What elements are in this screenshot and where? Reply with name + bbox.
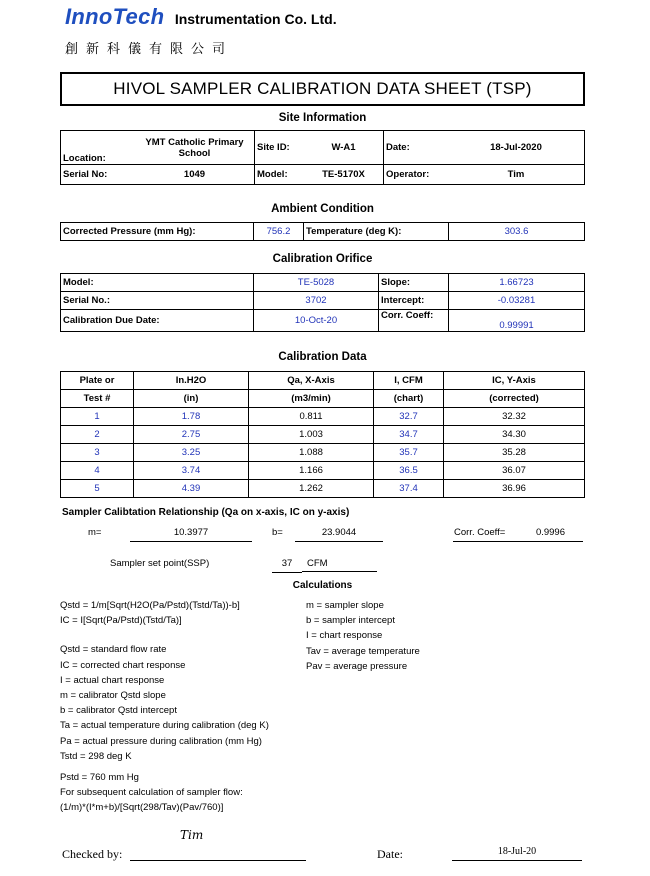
test-number: 1 (61, 408, 134, 426)
site-info-heading: Site Information (278, 112, 367, 124)
orifice-serial-value: 3702 (254, 292, 379, 310)
relationship-heading: Sampler Calibtation Relationship (Qa on x-axis, IC on y-axis) (62, 507, 350, 518)
qa-value: 1.088 (249, 444, 374, 462)
serial-label: Serial No: (61, 165, 136, 185)
orifice-model-value: TE-5028 (254, 274, 379, 292)
calc-line: I = chart response (306, 630, 383, 642)
test-number: 2 (61, 426, 134, 444)
calc-line: b = calibrator Qstd intercept (60, 705, 177, 717)
col-subheader: (m3/min) (249, 390, 374, 408)
b-label: b= (272, 527, 283, 538)
model-label: Model: (255, 165, 305, 185)
calc-line: Pa = actual pressure during calibration (mm Hg) (60, 735, 262, 747)
calc-line: Qstd = standard flow rate (60, 644, 167, 656)
col-subheader: (in) (134, 390, 249, 408)
calc-line: Qstd = 1/m[Sqrt(H2O(Pa/Pstd)(Tstd/Ta))-b] (60, 600, 240, 611)
operator-label: Operator: (384, 165, 449, 185)
site-id-value: W-A1 (304, 131, 384, 165)
due-date-value: 10-Oct-20 (254, 310, 379, 332)
serial-value: 1049 (135, 165, 255, 185)
qa-value: 0.811 (249, 408, 374, 426)
inh2o-value: 1.78 (134, 408, 249, 426)
inh2o-value: 2.75 (134, 426, 249, 444)
table-row (61, 426, 585, 444)
table-row (61, 462, 585, 480)
calc-line: m = calibrator Qstd slope (60, 690, 166, 702)
date-value: 18-Jul-2020 (448, 131, 585, 165)
inh2o-value: 4.39 (134, 480, 249, 498)
company-header (65, 4, 337, 30)
location-value: YMT Catholic Primary School (135, 131, 255, 165)
temperature-value: 303.6 (449, 223, 585, 241)
corr-coeff-value: 0.99991 (449, 310, 585, 332)
company-chinese-name: 創新科儀有限公司 (65, 42, 234, 57)
ic-value: 32.32 (444, 408, 585, 426)
calc-line: Pav = average pressure (306, 660, 408, 672)
col-subheader: (chart) (374, 390, 444, 408)
orifice-heading: Calibration Orifice (272, 253, 373, 265)
ic-value: 36.07 (444, 462, 585, 480)
corr-coeff-label: Corr. Coeff: (379, 310, 449, 332)
b-value: 23.9044 (295, 527, 383, 542)
ssp-label: Sampler set point(SSP) (110, 558, 210, 569)
test-number: 4 (61, 462, 134, 480)
orifice-serial-label: Serial No.: (61, 292, 254, 310)
col-header: I, CFM (374, 372, 444, 390)
site-info-table (60, 130, 585, 185)
col-header: IC, Y-Axis (444, 372, 585, 390)
calc-line: m = sampler slope (306, 600, 384, 611)
qa-value: 1.262 (249, 480, 374, 498)
cfm-value: 36.5 (374, 462, 444, 480)
inh2o-value: 3.74 (134, 462, 249, 480)
model-value: TE-5170X (304, 165, 384, 185)
pressure-value: 756.2 (254, 223, 304, 241)
calc-line (60, 628, 269, 642)
col-header: In.H2O (134, 372, 249, 390)
cfm-value: 35.7 (374, 444, 444, 462)
calc-line: (1/m)*(I*m+b)/[Sqrt(298/Tav)(Pav/760)] (60, 802, 224, 814)
calc-line: For subsequent calculation of sampler flow: (60, 787, 243, 799)
calc-line: I = actual chart response (60, 674, 165, 686)
col-header: Qa, X-Axis (249, 372, 374, 390)
date-label: Date: (384, 131, 449, 165)
calculations-right (306, 598, 420, 674)
table-row (61, 408, 585, 426)
checked-by-label: Checked by: (62, 847, 123, 861)
calculations-heading: Calculations (292, 580, 353, 591)
calc-line: Pstd = 760 mm Hg (60, 772, 139, 784)
corr-value-text: 0.9996 (535, 527, 565, 538)
calc-line: Tstd = 298 deg K (60, 750, 132, 762)
signature: Tim (180, 828, 204, 842)
ic-value: 35.28 (444, 444, 585, 462)
ssp-unit: CFM (302, 558, 377, 572)
company-name: InnoTech (65, 4, 165, 29)
intercept-label: Intercept: (379, 292, 449, 310)
company-suffix: Instrumentation Co. Ltd. (174, 11, 337, 27)
slope-value: 1.66723 (449, 274, 585, 292)
m-label: m= (88, 527, 102, 538)
ic-value: 36.96 (444, 480, 585, 498)
orifice-model-label: Model: (61, 274, 254, 292)
calc-line: IC = corrected chart response (60, 659, 186, 671)
inh2o-value: 3.25 (134, 444, 249, 462)
intercept-value: -0.03281 (449, 292, 585, 310)
table-row (61, 480, 585, 498)
cfm-value: 32.7 (374, 408, 444, 426)
cal-data-heading: Calibration Data (278, 351, 367, 363)
cal-data-table (60, 371, 585, 498)
ic-value: 34.30 (444, 426, 585, 444)
calc-line: Ta = actual temperature during calibration (deg K) (60, 720, 269, 732)
cfm-value: 34.7 (374, 426, 444, 444)
corr-label: Corr. Coeff= (454, 527, 506, 538)
calc-line: b = sampler intercept (306, 615, 395, 627)
test-number: 3 (61, 444, 134, 462)
cfm-value: 37.4 (374, 480, 444, 498)
footer-date-value: 18-Jul-20 (452, 846, 582, 861)
ambient-heading: Ambient Condition (271, 203, 374, 215)
calculations-left (60, 598, 269, 816)
m-value: 10.3977 (130, 527, 252, 542)
site-id-label: Site ID: (255, 131, 305, 165)
ambient-table (60, 222, 585, 241)
col-subheader: (corrected) (444, 390, 585, 408)
col-header: Plate or (61, 372, 134, 390)
qa-value: 1.003 (249, 426, 374, 444)
col-subheader: Test # (61, 390, 134, 408)
calc-line: IC = I[Sqrt(Pa/Pstd)(Tstd/Ta)] (60, 615, 182, 627)
calc-line: Tav = average temperature (306, 645, 420, 657)
ssp-value: 37 (272, 558, 302, 573)
page-title: HIVOL SAMPLER CALIBRATION DATA SHEET (TSP) (60, 72, 585, 106)
pressure-label: Corrected Pressure (mm Hg): (61, 223, 254, 241)
temperature-label: Temperature (deg K): (304, 223, 449, 241)
table-row (61, 444, 585, 462)
orifice-table (60, 273, 585, 332)
corr-value (453, 527, 583, 542)
slope-label: Slope: (379, 274, 449, 292)
checked-by-line (130, 846, 306, 861)
operator-value: Tim (448, 165, 585, 185)
test-number: 5 (61, 480, 134, 498)
due-date-label: Calibration Due Date: (61, 310, 254, 332)
footer-date-label: Date: (377, 847, 403, 861)
location-label: Location: (61, 131, 136, 165)
qa-value: 1.166 (249, 462, 374, 480)
